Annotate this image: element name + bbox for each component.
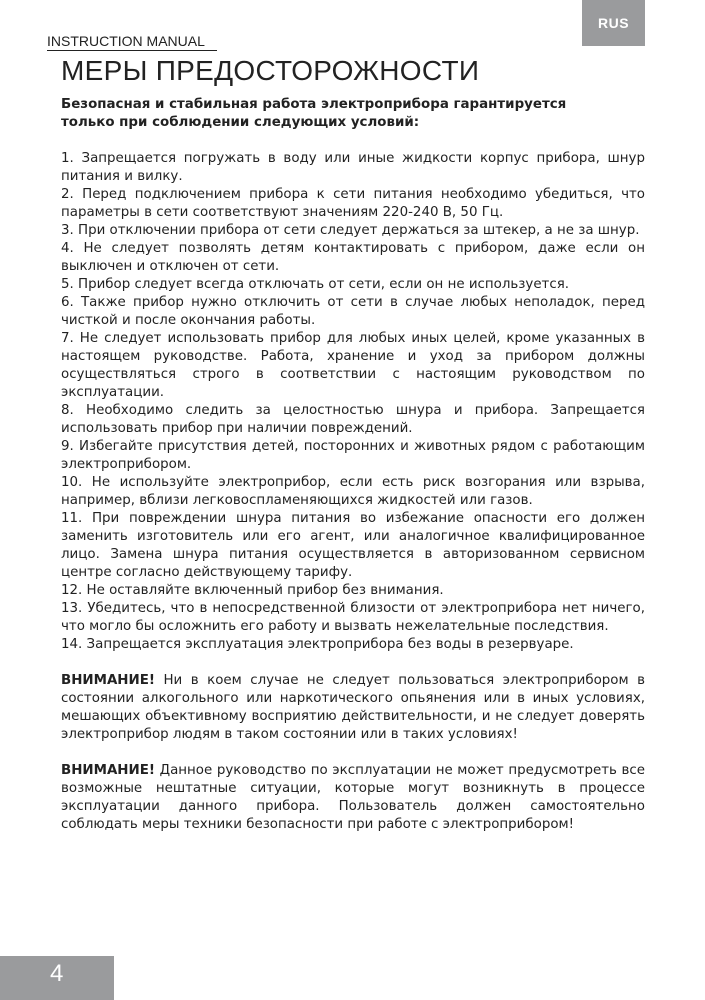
content (61, 96, 645, 852)
warning-label: ВНИМАНИЕ! (61, 763, 155, 778)
list-item: 4. Не следует позволять детям контактировать с прибором, даже если он выключен и отключен от сети. (61, 241, 645, 274)
list-item: 3. При отключении прибора от сети следует держаться за штекер, а не за шнур. (61, 223, 640, 238)
list-item: 13. Убедитесь, что в непосредственной близости от электроприбора нет ничего, что могло бы осложнить его работу и вызвать нежелательные последствия. (61, 601, 645, 634)
list-item: 1. Запрещается погружать в воду или иные жидкости корпус прибора, шнур питания и вилку. (61, 151, 645, 184)
list-item: 12. Не оставляйте включенный прибор без внимания. (61, 583, 444, 598)
list-item: 10. Не используйте электроприбор, если есть риск возгорания или взрыва, например, вблизи легковоспламеняющихся жидкостей или газов. (61, 475, 645, 508)
list-item: 2. Перед подключением прибора к сети питания необходимо убедиться, что параметры в сети соответствуют значениям 220-240 В, 50 Гц. (61, 187, 645, 220)
intro-text: Безопасная и стабильная работа электроприбора гарантируется только при соблюдении следующих условий: (61, 97, 567, 130)
list-item: 5. Прибор следует всегда отключать от сети, если он не используется. (61, 277, 570, 292)
warning-paragraph (61, 672, 645, 744)
warning-text: Данное руководство по эксплуатации не может предусмотреть все возможные нештатные ситуации, которые могут возникнуть в процессе эксплуатации данного прибора. Пользователь должен самостоятельно соблюдать меры техники безопасности при работе с электроприбором! (61, 763, 645, 832)
language-tab (582, 0, 645, 46)
warning-paragraph (61, 762, 645, 834)
list-item: 14. Запрещается эксплуатация электроприбора без воды в резервуаре. (61, 637, 574, 652)
page-title: МЕРЫ ПРЕДОСТОРОЖНОСТИ (61, 55, 480, 86)
list-item: 9. Избегайте присутствия детей, посторонних и животных рядом с работающим электроприбором. (61, 439, 645, 472)
list-item: 8. Необходимо следить за целостностью шнура и прибора. Запрещается использовать прибор при наличии повреждений. (61, 403, 645, 436)
list-item: 7. Не следует использовать прибор для любых иных целей, кроме указанных в настоящем руководстве. Работа, хранение и уход за прибором должны осуществляться строго в соответствии с настоящим руководством по эксплуатации. (61, 331, 645, 400)
warning-label: ВНИМАНИЕ! (61, 673, 155, 688)
precautions-list (61, 150, 645, 654)
list-item: 6. Также прибор нужно отключить от сети в случае любых неполадок, перед чисткой и после окончания работы. (61, 295, 645, 328)
manual-label: INSTRUCTION MANUAL (47, 33, 217, 51)
warning-text: Ни в коем случае не следует пользоваться электроприбором в состоянии алкогольного или наркотического опьянения или в иных условиях, мешающих объективному восприятию действительности, и не следует доверять электроприбор людям в таком состоянии или в таких условиях! (61, 673, 645, 742)
list-item: 11. При повреждении шнура питания во избежание опасности его должен заменить изготовитель или его агент, или аналогичное квалифицированное лицо. Замена шнура питания осуществляется в авторизованном сервисном центре согласно действующему тарифу. (61, 511, 645, 580)
page-number: 4 (50, 960, 64, 987)
language-code: RUS (597, 15, 630, 31)
